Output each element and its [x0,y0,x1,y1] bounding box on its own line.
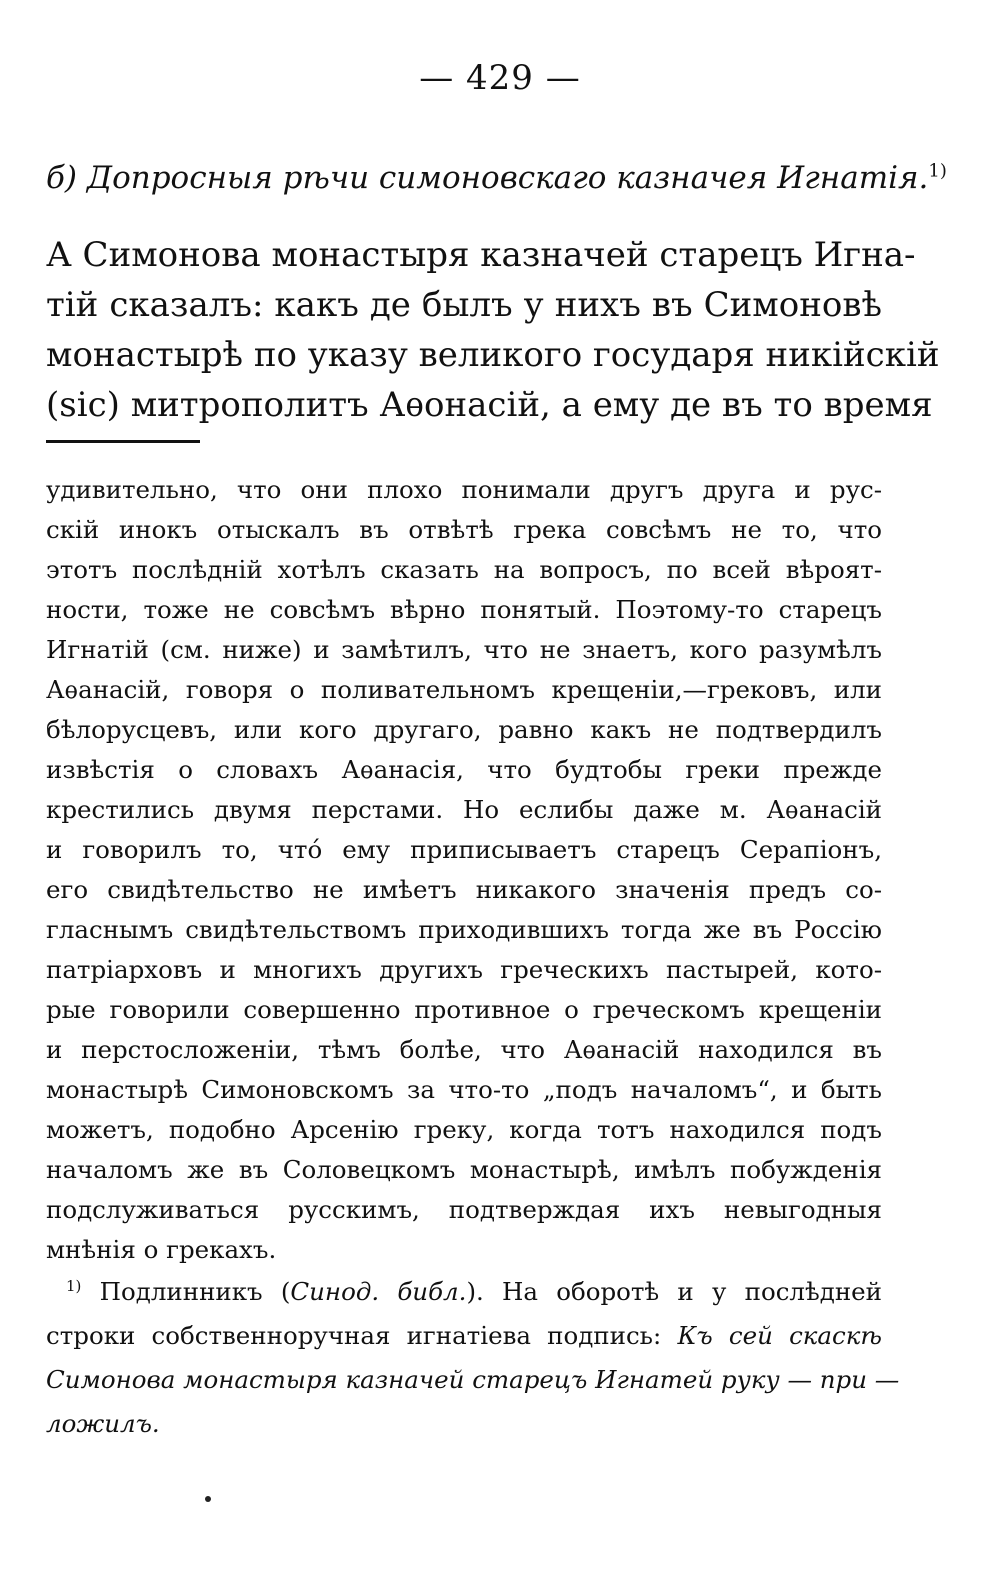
footnote-signature-italic: Къ сей скаскѣ [677,1321,883,1351]
note-line: и перстосложеніи, тѣмъ болѣе, что Аѳанасій находился въ [46,1035,882,1064]
note-line: ности, тоже не совсѣмъ вѣрно понятый. Поэтому-то старецъ [46,595,882,624]
footnote-signature-italic: ложилъ. [46,1409,160,1439]
section-subtitle [46,160,947,196]
note-line: его свидѣтельство не имѣетъ никакого значенія предъ со- [46,875,882,904]
page-number: — 429 — [419,58,581,98]
footnote-source-italic: Синод. библ. [290,1277,467,1307]
subtitle-text: б) Допросныя рѣчи симоновскаго казначея Игнатія. [46,160,929,196]
note-line: и говорилъ то, что́ ему приписываетъ старецъ Серапіонъ, [46,835,882,864]
footnote-text: Подлинникъ ( [99,1277,291,1307]
footnote-line [46,1314,882,1358]
footnote-text: строки собственноручная игнатіева подпись: [46,1321,678,1351]
footnote-divider [46,440,200,443]
main-line: монастырѣ по указу великого государя никiйскій [46,335,940,375]
subtitle-footnote-ref: 1) [928,160,947,182]
note-line: подслуживаться русскимъ, подтверждая ихъ невыгодныя [46,1195,882,1224]
note-line: патріарховъ и многихъ другихъ греческихъ пастырей, кото- [46,955,882,984]
footnote-marker: 1) [66,1277,82,1295]
note-line: удивительно, что они плохо понимали другъ друга и рус- [46,475,882,504]
main-line: тій сказалъ: какъ де былъ у нихъ въ Симоновѣ [46,285,882,325]
note-line: этотъ послѣдній хотѣлъ сказать на вопросъ, по всей вѣроят- [46,555,882,584]
note-line: рые говорили совершенно противное о греческомъ крещеніи [46,995,882,1024]
note-line: началомъ же въ Соловецкомъ монастырѣ, имѣлъ побужденія [46,1155,882,1184]
footnote-line [46,1264,882,1314]
footnote-signature-italic: Симонова монастыря казначей старецъ Игнатей руку — при — [46,1365,900,1395]
note-line: Аѳанасій, говоря о поливательномъ крещеніи,—грековъ, или [46,675,882,704]
note-line: извѣстія о словахъ Аѳанасія, что будтобы греки прежде [46,755,882,784]
note-line: Игнатій (см. ниже) и замѣтилъ, что не знаетъ, кого разумѣлъ [46,635,882,664]
note-line: мнѣнія о грекахъ. [46,1235,277,1264]
note-line: скій инокъ отыскалъ въ отвѣтѣ грека совсѣмъ не то, что [46,515,882,544]
note-line: монастырѣ Симоновскомъ за что-то „подъ началомъ“, и быть [46,1075,882,1104]
note-line: крестились двумя перстами. Но еслибы даже м. Аѳанасій [46,795,882,824]
note-line: гласнымъ свидѣтельствомъ приходившихъ тогда же въ Россію [46,915,882,944]
note-line: бѣлорусцевъ, или кого другаго, равно какъ не подтвердилъ [46,715,882,744]
footnote-text: ). На оборотѣ и у послѣдней [466,1277,882,1307]
main-line: А Симонова монастыря казначей старецъ Игна- [46,235,916,275]
ink-speck [205,1496,211,1502]
note-line: можетъ, подобно Арсенію греку, когда тотъ находился подъ [46,1115,882,1144]
note-paragraph [46,470,882,1270]
footnote [46,1264,900,1446]
main-line: (sic) митрополитъ Аѳонасій, а ему де въ то время [46,385,933,425]
main-paragraph [46,230,940,430]
